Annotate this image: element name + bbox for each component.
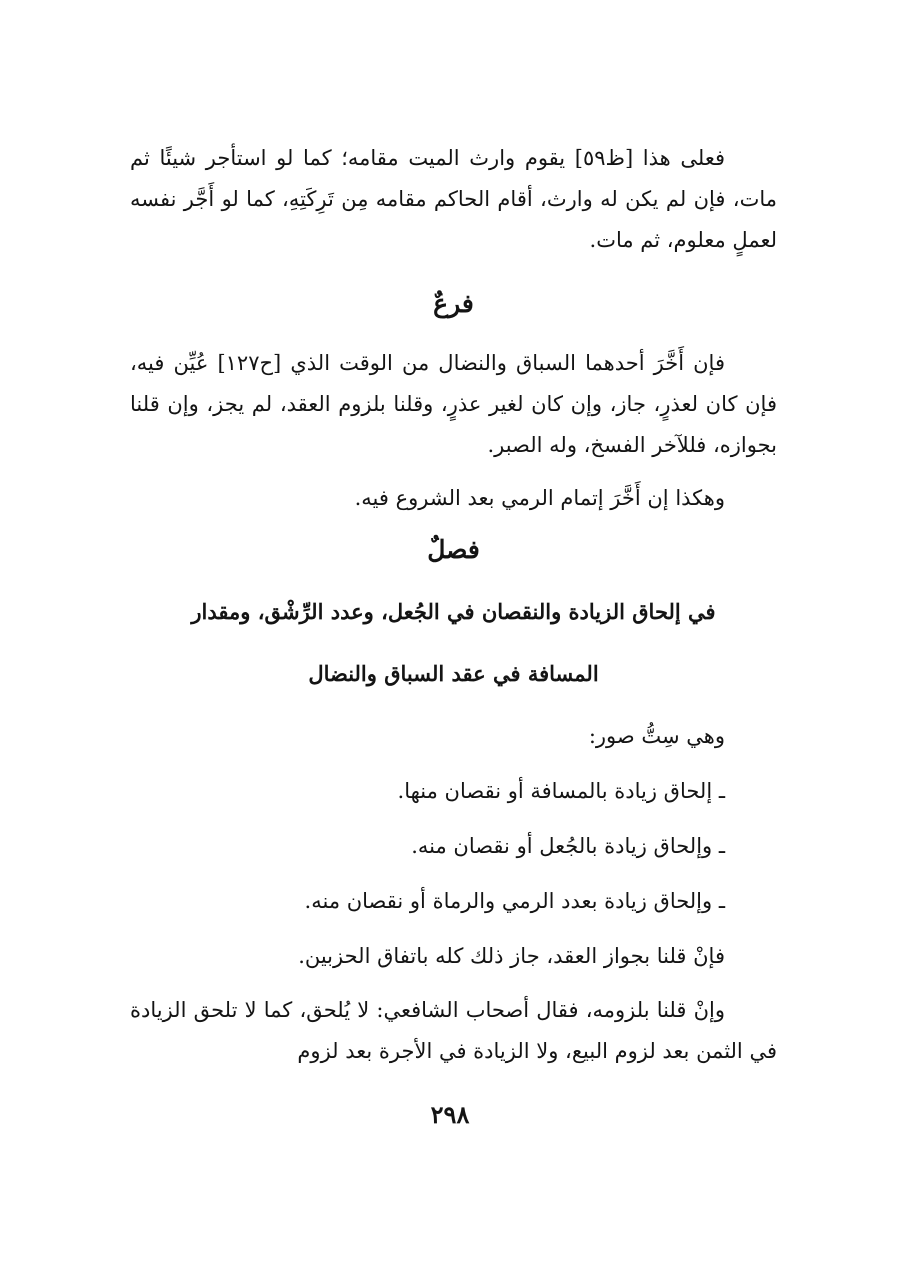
heading-fasl: فصلٌ (427, 535, 480, 564)
page-number: ٢٩٨ (430, 1100, 470, 1129)
bullet-1: ـ إلحاق زيادة بالمسافة أو نقصان منها. (397, 779, 725, 803)
paragraph-4: وهي سِتُّ صور: (588, 724, 725, 748)
heading-far: فرعٌ (433, 289, 474, 318)
paragraph-1: فعلى هذا [ظ٥٩] يقوم وارث الميت مقامه؛ كما لو استأجر شيئًا ثم مات، فإن لم يكن له وارث، أقام الحاكم مقامه مِن تَرِكَتِهِ، كما لو أَجَّر نفسه لعملٍ معلوم، ثم مات. (130, 146, 777, 252)
page-body (130, 138, 777, 1072)
paragraph-3: وهكذا إن أَخَّرَ إتمام الرمي بعد الشروع فيه. (354, 486, 725, 510)
subheading-line-1: في إلحاق الزيادة والنقصان في الجُعل، وعدد الرِّشْق، ومقدار (191, 599, 716, 624)
paragraph-5: فإنْ قلنا بجواز العقد، جاز ذلك كله باتفاق الحزبين. (298, 944, 725, 968)
paragraph-6: وإنْ قلنا بلزومه، فقال أصحاب الشافعي: لا يُلحق، كما لا تلحق الزيادة في الثمن بعد لزوم البيع، ولا الزيادة في الأجرة بعد لزوم (130, 998, 777, 1063)
subheading-line-2: المسافة في عقد السباق والنضال (308, 661, 599, 686)
paragraph-2: فإن أَخَّرَ أحدهما السباق والنضال من الوقت الذي [ح١٢٧] عُيِّن فيه، فإن كان لعذرٍ، جاز، وإن كان لغير عذرٍ، وقلنا بلزوم العقد، لم يجز، وإن قلنا بجوازه، فللآخر الفسخ، وله الصبر. (130, 351, 777, 457)
bullet-3: ـ وإلحاق زيادة بعدد الرمي والرماة أو نقصان منه. (304, 889, 725, 913)
bullet-2: ـ وإلحاق زيادة بالجُعل أو نقصان منه. (411, 834, 725, 858)
